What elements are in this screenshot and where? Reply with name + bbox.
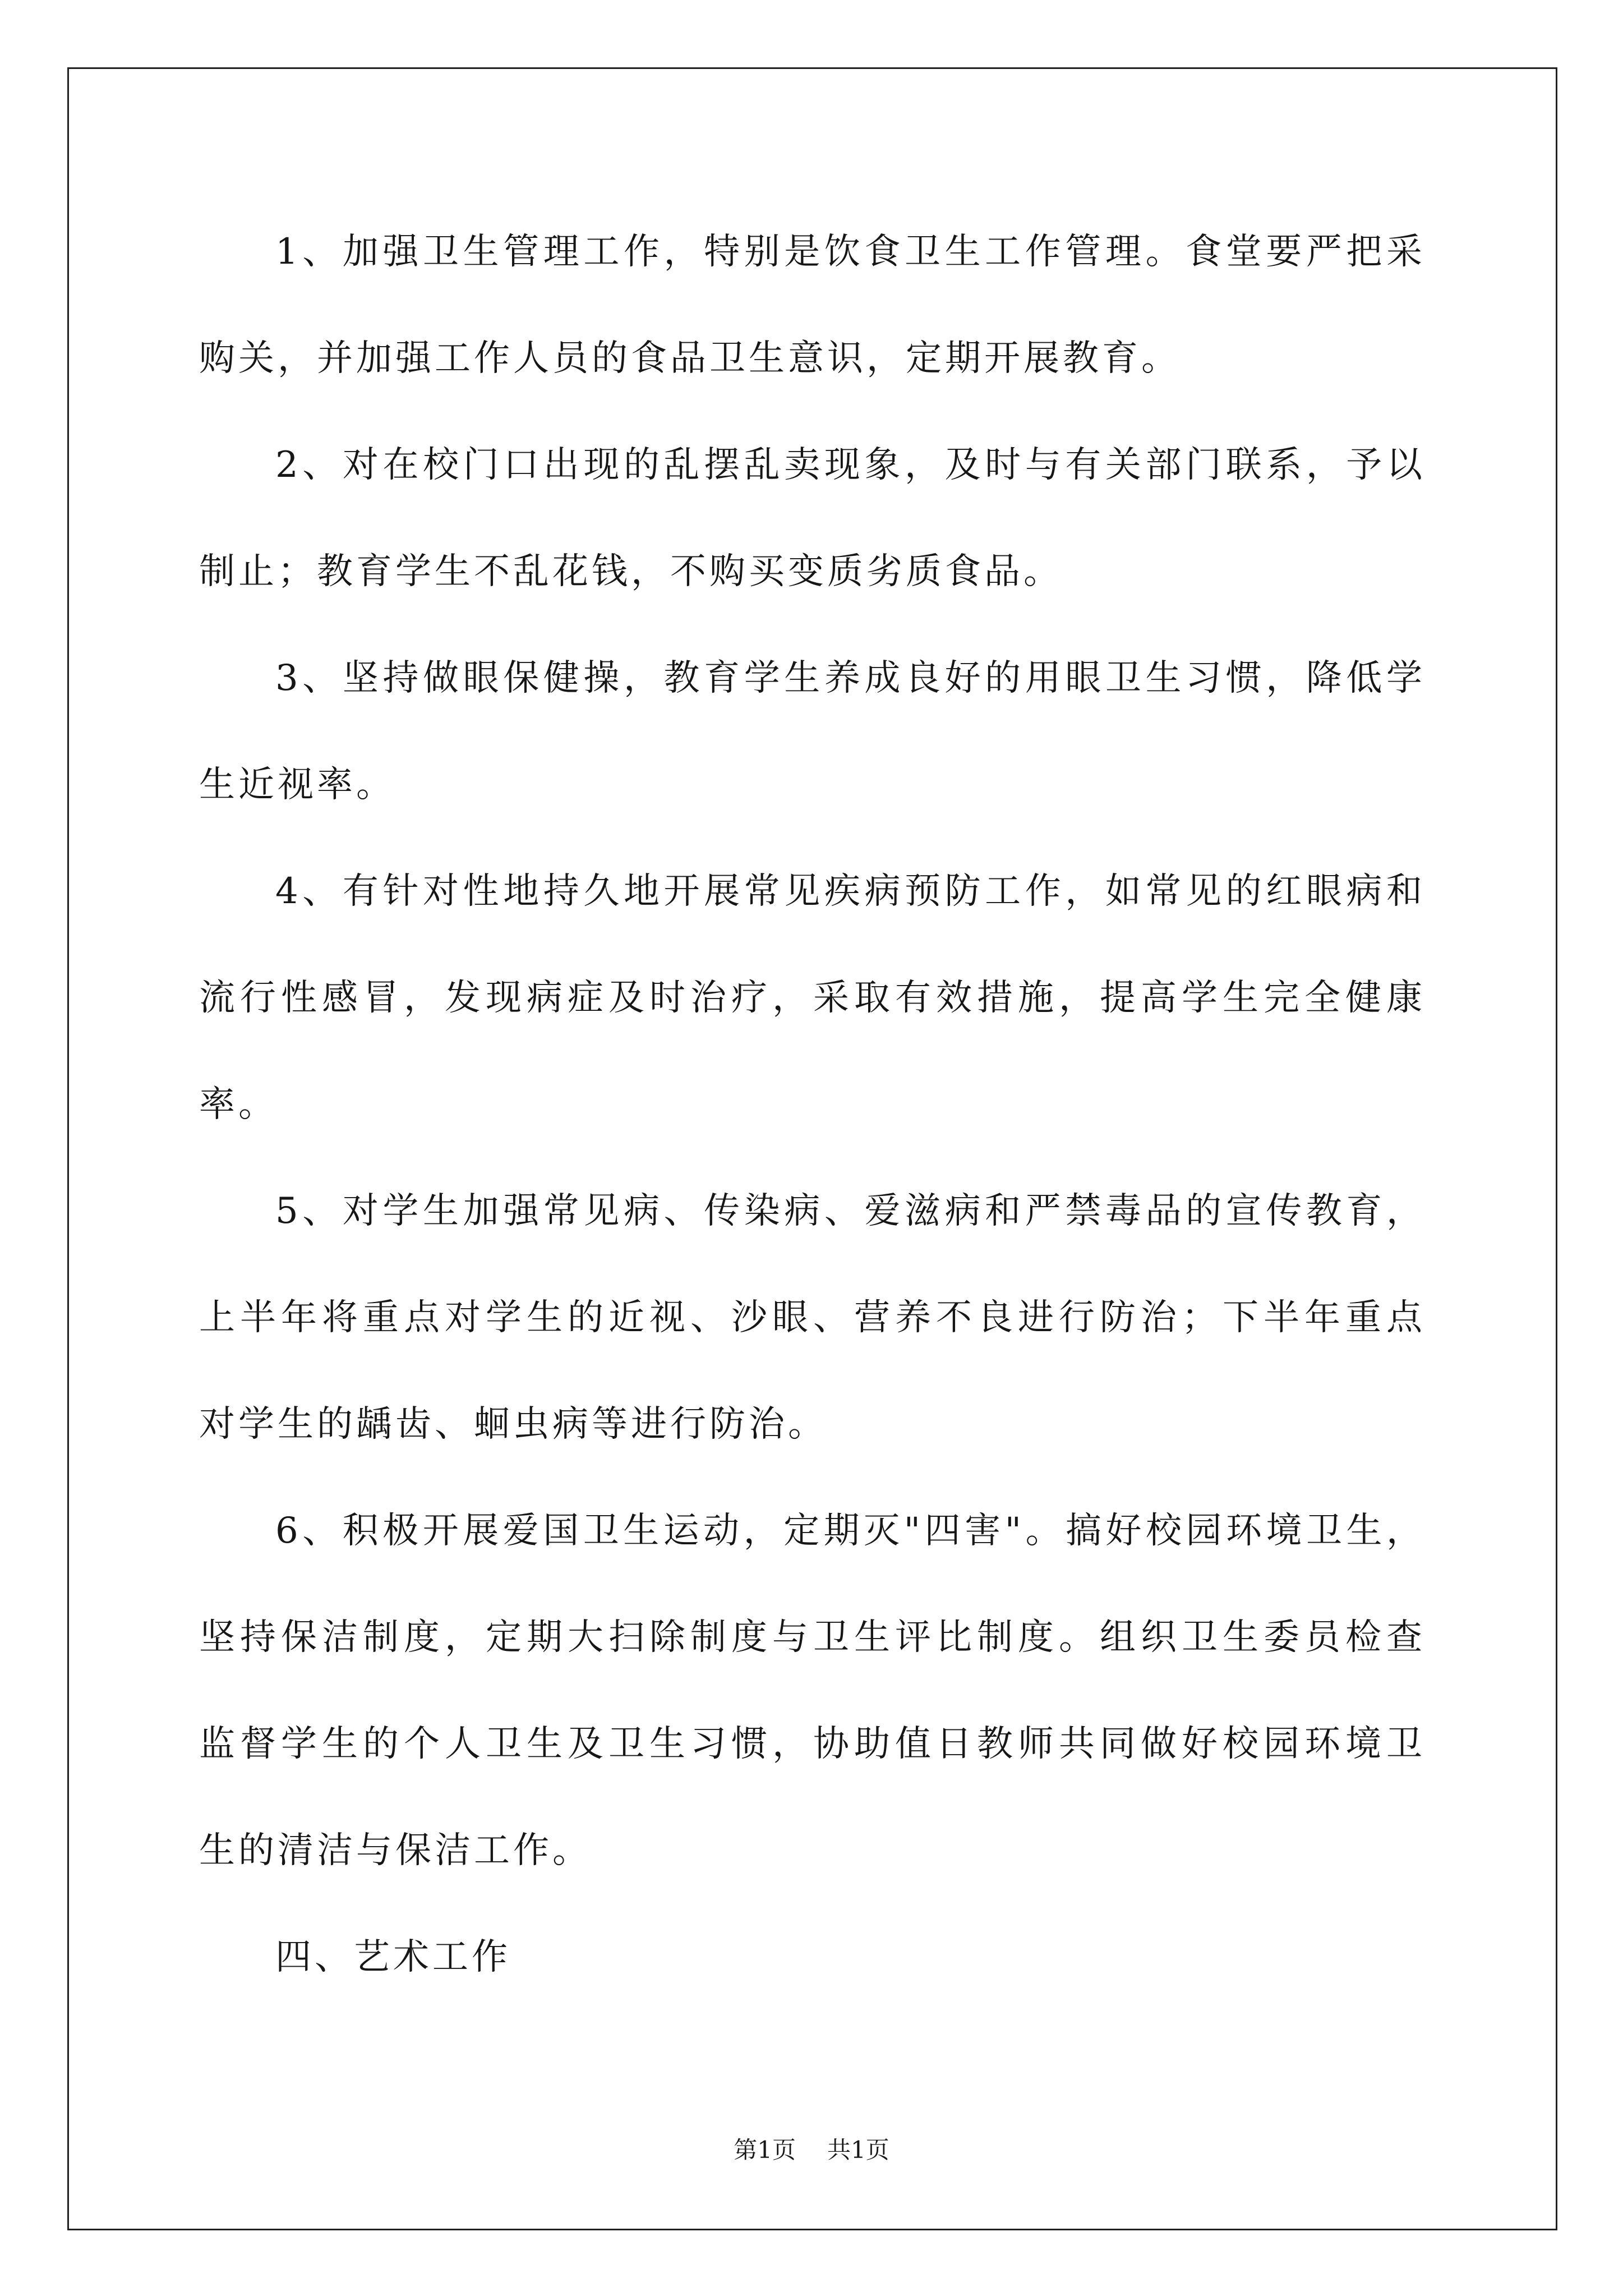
- paragraph-hygiene-management: [199, 199, 1426, 412]
- paragraph-line: 购关，并加强工作人员的食品卫生意识，定期开展教育。: [199, 338, 1181, 379]
- paragraph-line: 对学生的龋齿、蛔虫病等进行防治。: [199, 1404, 827, 1445]
- paragraph-eye-exercises: [199, 625, 1426, 838]
- paragraph-line: 上半年将重点对学生的近视、沙眼、营养不良进行防治；下半年重点: [199, 1297, 1426, 1338]
- paragraph-line: 5、对学生加强常见病、传染病、爱滋病和严禁毒品的宣传教育，: [275, 1190, 1426, 1232]
- paragraph-line: 4、有针对性地持久地开展常见疾病预防工作，如常见的红眼病和: [275, 871, 1426, 912]
- paragraph-patriotic-hygiene: [199, 1478, 1426, 1904]
- paragraph-line: 流行性感冒，发现病症及时治疗，采取有效措施，提高学生完全健康: [199, 977, 1426, 1019]
- paragraph-line: 率。: [199, 1084, 278, 1125]
- paragraph-disease-prevention: [199, 838, 1426, 1158]
- paragraph-line: 1、加强卫生管理工作，特别是饮食卫生工作管理。食堂要严把采: [275, 231, 1426, 273]
- page-number-current: 第1页: [734, 2136, 796, 2164]
- paragraph-health-education: [199, 1158, 1426, 1478]
- page-footer: [0, 2132, 1623, 2165]
- section-heading-text: 四、艺术工作: [275, 1936, 511, 1978]
- paragraph-line: 监督学生的个人卫生及卫生习惯，协助值日教师共同做好校园环境卫: [199, 1723, 1426, 1765]
- page-number-total: 共1页: [827, 2136, 889, 2164]
- section-heading: [199, 1904, 1426, 2010]
- paragraph-line: 生近视率。: [199, 764, 395, 806]
- paragraph-line: 坚持保洁制度，定期大扫除制度与卫生评比制度。组织卫生委员检查: [199, 1617, 1426, 1658]
- paragraph-school-gate: [199, 412, 1426, 625]
- document-body: [199, 199, 1426, 2010]
- paragraph-line: 2、对在校门口出现的乱摆乱卖现象，及时与有关部门联系，予以: [275, 444, 1426, 486]
- paragraph-line: 3、坚持做眼保健操，教育学生养成良好的用眼卫生习惯，降低学: [275, 657, 1426, 699]
- paragraph-line: 6、积极开展爱国卫生运动，定期灭"四害"。搞好校园环境卫生，: [275, 1510, 1426, 1552]
- paragraph-line: 生的清洁与保洁工作。: [199, 1830, 592, 1871]
- paragraph-line: 制止；教育学生不乱花钱，不购买变质劣质食品。: [199, 551, 1063, 592]
